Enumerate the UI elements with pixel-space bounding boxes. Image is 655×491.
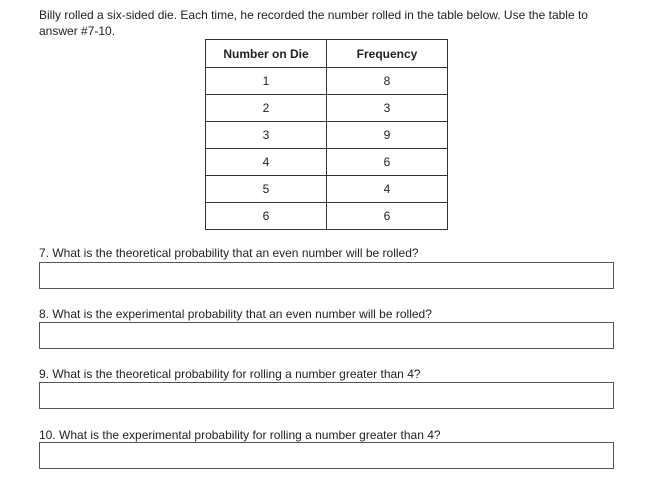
cell-frequency: 6 — [327, 149, 448, 176]
table-header-row — [206, 40, 448, 68]
cell-number: 5 — [206, 176, 327, 203]
question-7-text: 7. What is the theoretical probability that an even number will be rolled? — [39, 246, 419, 260]
cell-number: 3 — [206, 122, 327, 149]
table-row — [206, 95, 448, 122]
table-row — [206, 122, 448, 149]
answer-box-9[interactable] — [39, 382, 614, 409]
question-8-text: 8. What is the experimental probability that an even number will be rolled? — [39, 307, 432, 321]
cell-frequency: 6 — [327, 203, 448, 230]
cell-frequency: 4 — [327, 176, 448, 203]
table-row — [206, 203, 448, 230]
cell-frequency: 8 — [327, 68, 448, 95]
frequency-table — [205, 39, 448, 230]
answer-box-7[interactable] — [39, 262, 614, 289]
cell-number: 2 — [206, 95, 327, 122]
instructions-text: Billy rolled a six-sided die. Each time, he recorded the number rolled in the table below. Use the table to answer #7-10. — [39, 8, 588, 38]
table-row — [206, 68, 448, 95]
cell-frequency: 3 — [327, 95, 448, 122]
answer-box-8[interactable] — [39, 322, 614, 349]
cell-number: 6 — [206, 203, 327, 230]
column-header-frequency: Frequency — [327, 40, 448, 68]
question-9-text: 9. What is the theoretical probability for rolling a number greater than 4? — [39, 367, 421, 381]
cell-frequency: 9 — [327, 122, 448, 149]
table-row — [206, 176, 448, 203]
question-10-text: 10. What is the experimental probability for rolling a number greater than 4? — [39, 428, 441, 442]
table-row — [206, 149, 448, 176]
column-header-number: Number on Die — [206, 40, 327, 68]
cell-number: 1 — [206, 68, 327, 95]
cell-number: 4 — [206, 149, 327, 176]
answer-box-10[interactable] — [39, 442, 614, 469]
